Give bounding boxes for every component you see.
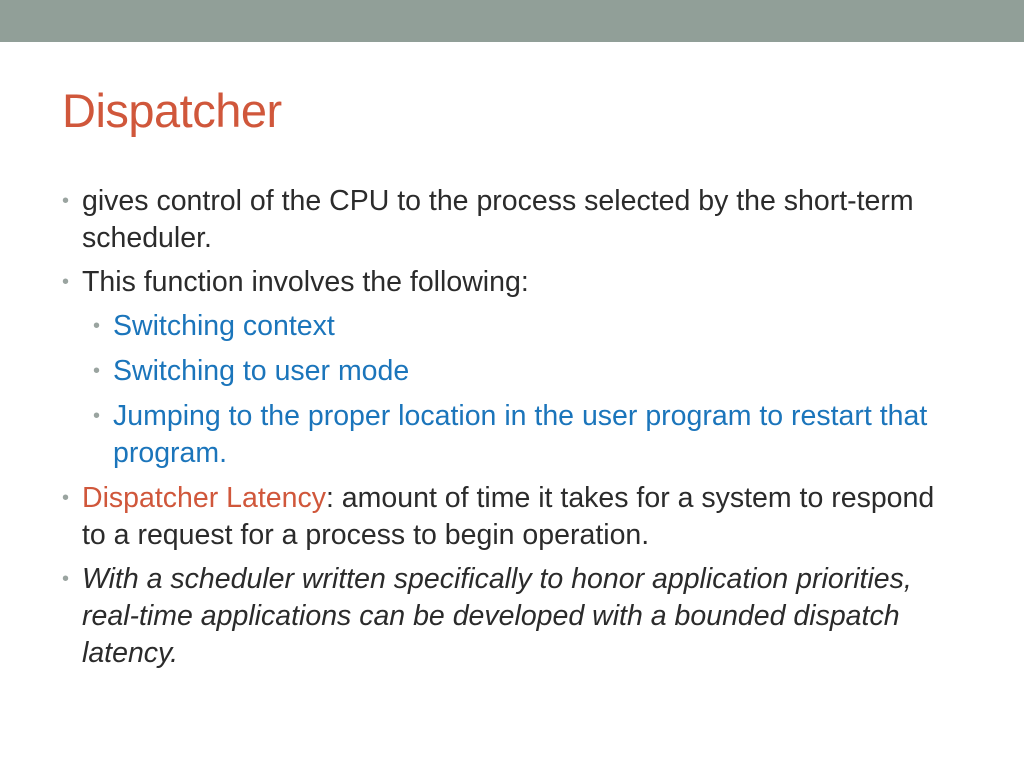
bullet-dot-icon: •	[93, 360, 101, 382]
top-accent-band	[0, 0, 1024, 42]
slide-body	[62, 183, 952, 679]
bullet-dot-icon: •	[62, 487, 70, 509]
sub-bullet-text: Switching context	[113, 310, 335, 342]
bullet-text: gives control of the CPU to the process selected by the short-term scheduler.	[82, 185, 914, 254]
sub-bullet-item	[93, 398, 952, 472]
bullet-item	[62, 480, 952, 554]
bullet-item	[62, 561, 952, 672]
bullet-dot-icon: •	[62, 190, 70, 212]
sub-bullet-item	[93, 353, 952, 390]
bullet-dot-icon: •	[62, 271, 70, 293]
bullet-text: This function involves the following:	[82, 266, 529, 298]
bullet-dot-icon: •	[62, 568, 70, 590]
highlighted-term: Dispatcher Latency	[82, 482, 326, 514]
sub-bullet-item	[93, 308, 952, 345]
bullet-dot-icon: •	[93, 315, 101, 337]
slide-title: Dispatcher	[62, 84, 282, 137]
bullet-text: With a scheduler written specifically to honor application priorities, real-time applications can be developed with a bounded dispatch latency.	[82, 563, 912, 669]
bullet-text: : amount of time it takes for a system to respond to a request for a process to begin operation.	[82, 482, 935, 551]
bullet-item	[62, 264, 952, 301]
bullet-item	[62, 183, 952, 257]
sub-bullet-text: Switching to user mode	[113, 355, 410, 387]
sub-bullet-text: Jumping to the proper location in the user program to restart that program.	[113, 400, 928, 469]
bullet-dot-icon: •	[93, 405, 101, 427]
